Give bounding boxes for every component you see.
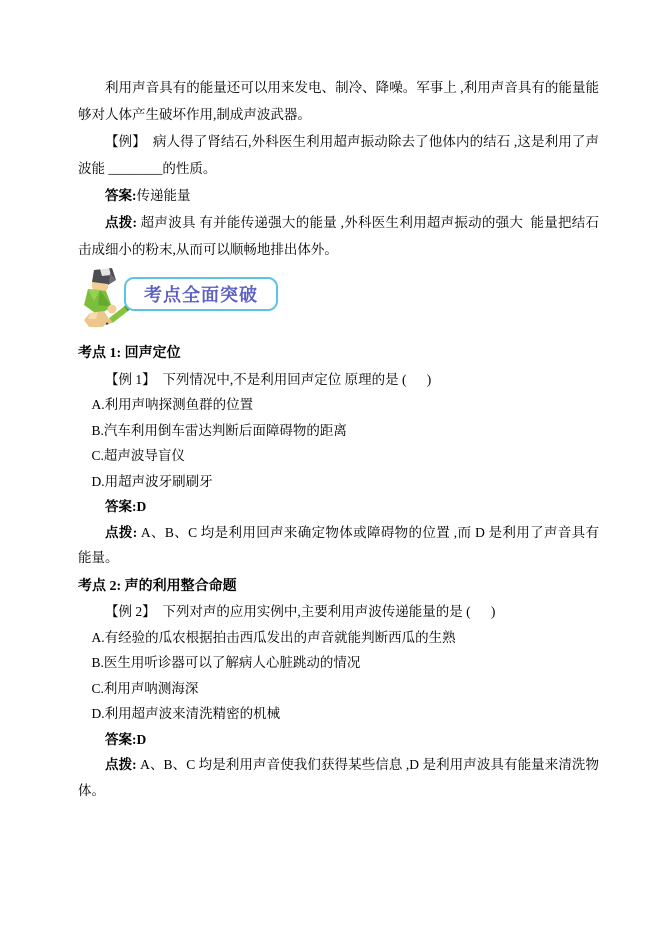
hint-paragraph — [78, 209, 599, 263]
kaodian-1-heading-text: 考点 1: 回声定位 — [78, 346, 181, 361]
example-2-stem — [78, 599, 599, 625]
section-kaodian — [78, 341, 599, 803]
example-1-hint-label: 点拨: — [105, 524, 138, 540]
kaodian-1-heading — [78, 341, 599, 367]
example-2-option-d — [78, 701, 599, 727]
example-1-answer — [78, 494, 599, 520]
example-1-stem — [78, 367, 599, 393]
example-2-hint-text: A、B、C 均是利用声音使我们获得某些信息 ,D 是利用声波具有能量来清洗物体。 — [78, 757, 599, 798]
example-2-option-a-text: A.有经验的瓜农根据拍击西瓜发出的声音就能判断西瓜的生熟 — [91, 629, 456, 645]
example-2-option-c — [78, 676, 599, 702]
example-1-option-a-text: A.利用声呐探测鱼群的位置 — [91, 397, 254, 412]
kaodian-2-heading-text: 考点 2: 声的利用整合命题 — [78, 578, 237, 594]
badge-label: 考点全面突破 — [144, 285, 258, 305]
example-1-option-d-text: D.用超声波牙刷刷牙 — [91, 473, 213, 489]
example-2-hint-label: 点拨: — [105, 757, 137, 772]
hint-paragraph-text: 超声波具 有并能传递强大的能量 ,外科医生利用超声振动的强大 能量把结石击成细小的粉末,从而可以顺畅地排出体外。 — [78, 215, 600, 257]
section-sound-energy — [78, 74, 599, 263]
example-1-answer-text: D — [136, 499, 147, 514]
example-1-option-c-text: C.超声波导盲仪 — [91, 448, 185, 463]
kaodian-2-heading — [78, 574, 599, 600]
example-paragraph — [78, 128, 599, 182]
example-2-answer-text: D — [136, 731, 147, 747]
section-badge — [78, 271, 599, 327]
badge-pill — [124, 277, 278, 311]
example-2-hint — [78, 752, 599, 803]
example-2-option-d-text: D.利用超声波来清洗精密的机械 — [91, 706, 281, 721]
answer-line — [78, 182, 599, 209]
example-1-option-a — [78, 392, 599, 418]
example-1-option-d — [78, 469, 599, 495]
example-2-option-b — [78, 650, 599, 676]
answer-line-label: 答案: — [105, 188, 137, 203]
answer-line-text: 传递能量 — [136, 188, 191, 203]
example-paragraph-text: 【例】 病人得了肾结石,外科医生利用超声振动除去了他体内的结石 ,这是利用了声波能 ________的性质。 — [78, 134, 599, 176]
hint-paragraph-label: 点拨: — [105, 215, 138, 230]
example-1-hint — [78, 520, 599, 571]
example-2-option-c-text: C.利用声呐测海深 — [91, 680, 199, 696]
example-1-option-c — [78, 443, 599, 469]
intro-paragraph-text: 利用声音具有的能量还可以用来发电、制冷、降噪。军事上 ,利用声音具有的能量能够对人体产生破坏作用,制成声波武器。 — [78, 80, 599, 122]
example-2-answer-label: 答案: — [105, 731, 137, 747]
example-1-option-b-text: B.汽车利用倒车雷达判断后面障碍物的距离 — [91, 422, 347, 438]
example-2-option-a — [78, 625, 599, 651]
example-2-stem-text: 【例 2】 下列对声的应用实例中,主要利用声波传递能量的是 ( ) — [105, 604, 496, 619]
document-body — [78, 74, 599, 803]
intro-paragraph — [78, 74, 599, 128]
example-1-stem-text: 【例 1】 下列情况中,不是利用回声定位 原理的是 ( ) — [105, 371, 432, 387]
example-1-hint-text: A、B、C 均是利用回声来确定物体或障碍物的位置 ,而 D 是利用了声音具有能量。 — [78, 524, 599, 565]
example-1-answer-label: 答案: — [105, 499, 137, 514]
example-1-option-b — [78, 418, 599, 444]
example-2-option-b-text: B.医生用听诊器可以了解病人心脏跳动的情况 — [91, 655, 361, 670]
example-2-answer — [78, 727, 599, 753]
